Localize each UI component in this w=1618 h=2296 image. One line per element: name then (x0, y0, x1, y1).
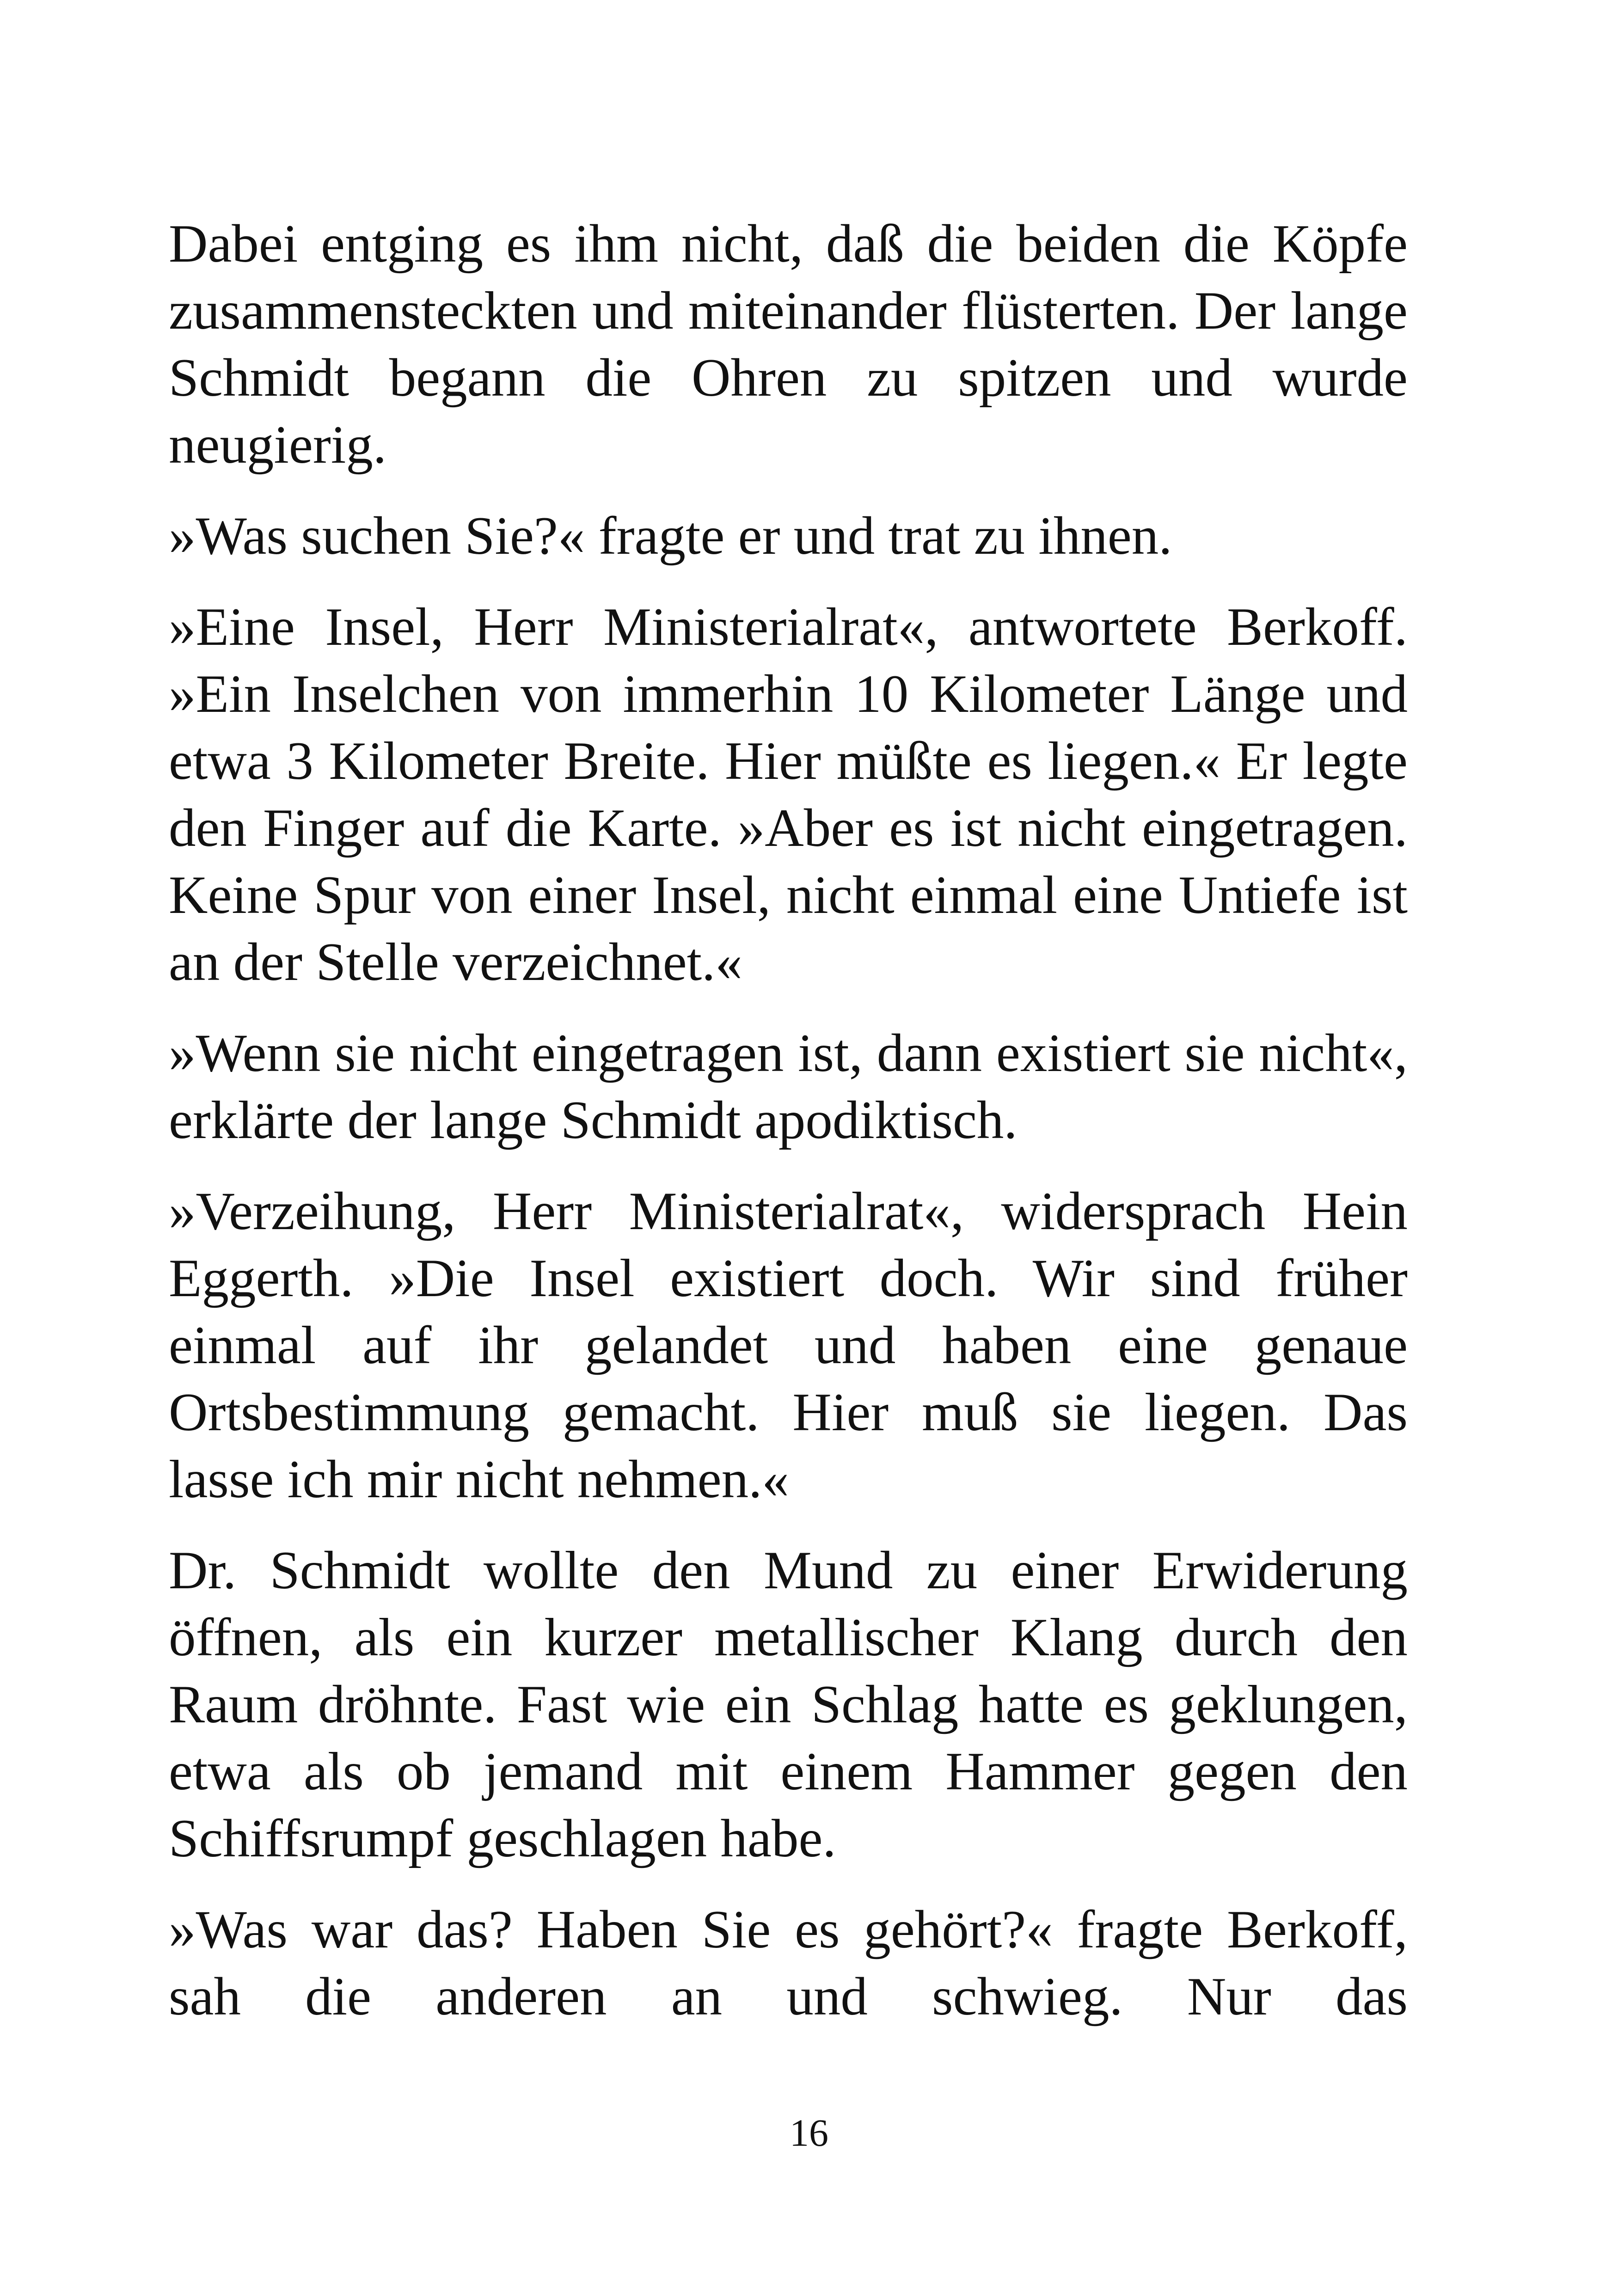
paragraph-7: »Was war das? Haben Sie es gehört?« fragte Berkoff, sah die anderen an und schwieg. Nur das (169, 1900, 1408, 2027)
paragraph-6: Dr. Schmidt wollte den Mund zu einer Erwiderung öffnen, als ein kurzer metallischer Klang durch den Raum dröhnte. Fast wie ein Schlag hatte es geklungen, etwa als ob jemand mit einem Hammer gegen den Schiffsrumpf geschlagen habe. (169, 1541, 1408, 1868)
paragraph-3: »Eine Insel, Herr Ministerialrat«, antwortete Berkoff. »Ein Inselchen von immerhin 10 Kilometer Länge und etwa 3 Kilometer Breite. Hier müßte es liegen.« Er legte den Finger auf die Karte. »Aber es ist nicht eingetragen. Keine Spur von einer Insel, nicht einmal eine Untiefe ist an der Stelle verzeichnet.« (169, 597, 1408, 992)
paragraph-5: »Verzeihung, Herr Ministerialrat«, widersprach Hein Eggerth. »Die Insel existiert doch. Wir sind früher einmal auf ihr gelandet und haben eine genaue Ortsbestimmung gemacht. Hier muß sie liegen. Das lasse ich mir nicht nehmen.« (169, 1182, 1408, 1509)
paragraph-4: »Wenn sie nicht eingetragen ist, dann existiert sie nicht«, erklärte der lange Schmidt apodiktisch. (169, 1023, 1408, 1150)
body-text (169, 210, 1408, 2054)
page-number: 16 (790, 2112, 828, 2155)
paragraph-1: Dabei entging es ihm nicht, daß die beiden die Köpfe zusammensteckten und miteinander flüsterten. Der lange Schmidt begann die Ohren zu spitzen und wurde neugierig. (169, 214, 1408, 475)
paragraph-2: »Was suchen Sie?« fragte er und trat zu ihnen. (169, 506, 1172, 566)
